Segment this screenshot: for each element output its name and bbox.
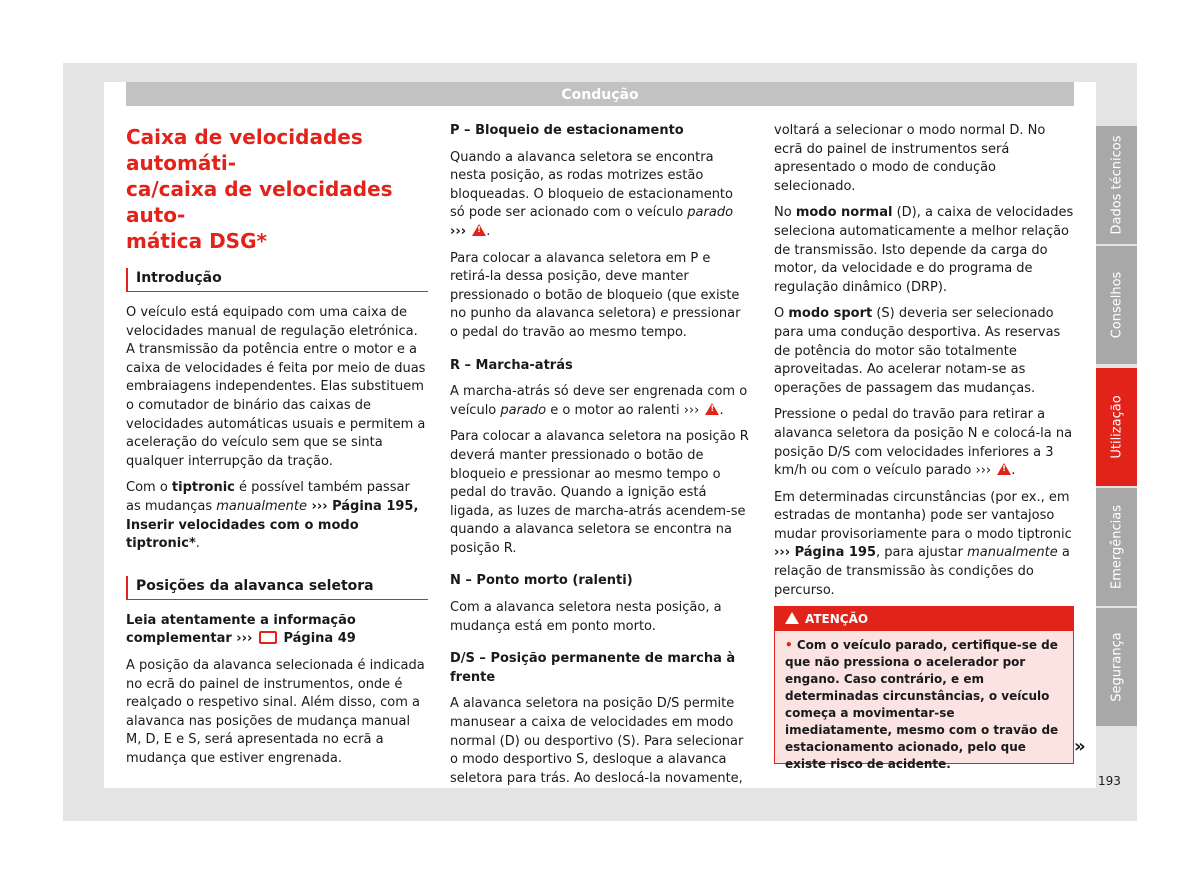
text-emphasis: manualmente [967,545,1058,561]
attention-text: Com o veículo parado, certifique-se de que não pressiona o acelerador por engano. Caso contrário, e em determinadas circunstâncias, o veículo começa a movimentar-se imediatamente, mesmo com o travão de estacionamento acionado, pelo que existe risco de acidente. [785,638,1059,771]
page-reference-link[interactable]: ››› Página 195 [774,545,877,561]
text-span: , para ajustar [876,545,968,561]
bullet: • [785,638,793,652]
tab-dados-tecnicos[interactable] [1096,126,1137,244]
p-position-title: P – Bloqueio de estacionamento [450,123,684,138]
section-title-positions: Posições da alavanca seletora [126,576,428,600]
tab-label: Segurança [1109,632,1124,702]
warning-icon [472,224,486,236]
text-span: pressionar o pedal do travão ao mesmo tempo. [450,306,741,340]
r-position-text-1: A marcha-atrás só deve ser engrenada com o veículo parado e o motor ao ralenti ››› ! . [450,383,750,420]
sport-mode-term: modo sport [788,306,873,322]
running-header: Condução [126,82,1074,106]
column-1 [126,122,428,776]
n-position-title: N – Ponto morto (ralenti) [450,573,633,589]
press-brake-text: Pressione o pedal do travão para retirar a alavanca seletora da posição N e colocá-la na posição D/S com velocidades inferiores a 3 km/h ou com o veículo parado ››› ! . [774,406,1074,480]
text-span: (D), a caixa de velocidades seleciona automaticamente a melhor relação de transmissão. Isto depende da carga do motor, da velocidade e do programa de regulação dinâmico (DRP). [774,205,1074,295]
text-emphasis: e [510,466,519,482]
text-span: A marcha-atrás só deve ser engrenada com o veículo [450,384,748,418]
warning-icon [705,403,719,415]
continue-marker: » [1074,736,1086,757]
text-emphasis: parado [687,205,734,221]
text-span: a relação de transmissão às condições do percurso. [774,545,1070,598]
text-span: Em determinadas circunstâncias (por ex., em estradas de montanha) pode ser vantajoso mudar provisoriamente para o modo tiptronic [774,489,1072,542]
page-number: 193 [1098,774,1121,788]
page-reference-link[interactable]: Página 49 [283,631,356,647]
chapter-title [126,122,428,254]
normal-mode-text [774,204,1074,297]
tab-label: Emergências [1109,505,1124,589]
attention-header [775,607,1073,631]
read-info-text: Leia atentamente a informação complementar ››› [126,612,356,647]
text-span: Pressione o pedal do travão para retirar a alavanca seletora da posição N e colocá-la na posição D/S com velocidades inferiores a 3 km/h ou com o veículo parado ››› [774,407,1073,479]
tab-label: Conselhos [1109,271,1124,339]
text-span: Com o [126,480,172,496]
tab-label: Dados técnicos [1109,135,1124,235]
text-span: Quando a alavanca seletora se encontra nesta posição, as rodas motrizes estão bloqueadas. O bloqueio de estacionamento só pode ser acionado com o veículo [450,149,733,221]
text-span: e o motor ao ralenti ››› [546,402,700,418]
tab-seguranca[interactable] [1096,608,1137,726]
circumstances-text [774,489,1074,601]
sport-mode-text [774,305,1074,398]
book-icon [259,631,277,644]
warning-icon [997,463,1011,475]
warning-icon [785,612,799,624]
text-span: Para colocar a alavanca seletora na posição R deverá manter pressionado o botão de bloqueio [450,429,749,482]
intro-paragraph-1: O veículo está equipado com uma caixa de velocidades manual de regulação eletrónica. A transmissão da potência entre o motor e a caixa de velocidades é feita por meio de duas embraiagens independentes. Elas substituem o comutador de binário das caixas de velocidades automáticas usuais e permitem a aceleração do veículo sem que se sinta qualquer interrupção da tração. [126,305,426,469]
column-3 [774,122,1074,608]
p-position-text-1: Quando a alavanca seletora se encontra nesta posição, as rodas motrizes estão bloqueadas. O bloqueio de estacionamento só pode ser acionado com o veículo parado ››› ! . [450,149,750,242]
text-span: pressionar ao mesmo tempo o pedal do travão. Quando a ignição está ligada, as luzes de marcha-atrás acendem-se quando a alavanca seletora se encontra na posição R. [450,466,746,556]
r-position-title: R – Marcha-atrás [450,357,573,373]
warning-reference[interactable]: ››› [450,223,467,239]
chapter-title-line-2: ca/caixa de velocidades auto- [126,177,393,227]
text-span: . [195,536,200,552]
tab-emergencias[interactable] [1096,488,1137,606]
page-reference-link[interactable]: ››› Página 195, Inserir velocidades com o modo tiptronic* [126,498,419,552]
read-info-note [126,612,428,649]
text-emphasis: manualmente [216,498,307,514]
tab-conselhos[interactable] [1096,246,1137,364]
tiptronic-term: tiptronic [171,480,235,496]
text-span: (S) deveria ser selecionado para uma condução desportiva. As reservas de potência do motor são totalmente aproveitadas. Ao acelerar notam-se as operações de passagem das mudanças. [774,306,1061,396]
ds-position-text: A alavanca seletora na posição D/S permite manusear a caixa de velocidades em modo normal (D) ou desportivo (S). Para selecionar o modo desportivo S, desloque a alavanca seletora para trás. Ao deslocá-la novamente, [450,696,744,786]
n-position-text: Com a alavanca seletora nesta posição, a mudança está em ponto morto. [450,600,722,634]
chapter-title-line-1: Caixa de velocidades automáti- [126,125,363,175]
section-title-intro: Introdução [126,268,428,292]
text-span: é possível também passar as mudanças [126,480,410,514]
positions-paragraph: A posição da alavanca selecionada é indicada no ecrã do painel de instrumentos, onde é realçado o respetivo sinal. Além disso, com a alavanca nas posições de mudança manual M, D, E e S, será apresentada no ecrã a mudança que estiver engrenada. [126,657,425,766]
r-position-text-2 [450,428,750,558]
attention-body [775,631,1073,773]
attention-box [774,606,1074,771]
intro-paragraph-2 [126,479,428,553]
chapter-title-line-3: mática DSG* [126,229,267,253]
text-span: O [774,306,789,322]
text-span: Para colocar a alavanca seletora em P e retirá-la dessa posição, deve manter pressionado o botão de bloqueio (que existe no punho da alavanca seletora) [450,250,740,322]
text-emphasis: e [660,306,669,322]
text-span: No [774,205,796,221]
normal-mode-term: modo normal [795,205,893,221]
text-emphasis: parado [500,402,547,418]
continuation-text: voltará a selecionar o modo normal D. No ecrã do painel de instrumentos será apresentado o modo de condução selecionado. [774,123,1046,194]
tab-utilizacao[interactable] [1096,368,1137,486]
tab-label: Utilização [1109,395,1124,459]
column-2 [450,122,750,796]
ds-position-title: D/S – Posição permanente de marcha à frente [450,651,736,685]
attention-title: ATENÇÃO [805,612,869,626]
p-position-text-2 [450,250,750,343]
